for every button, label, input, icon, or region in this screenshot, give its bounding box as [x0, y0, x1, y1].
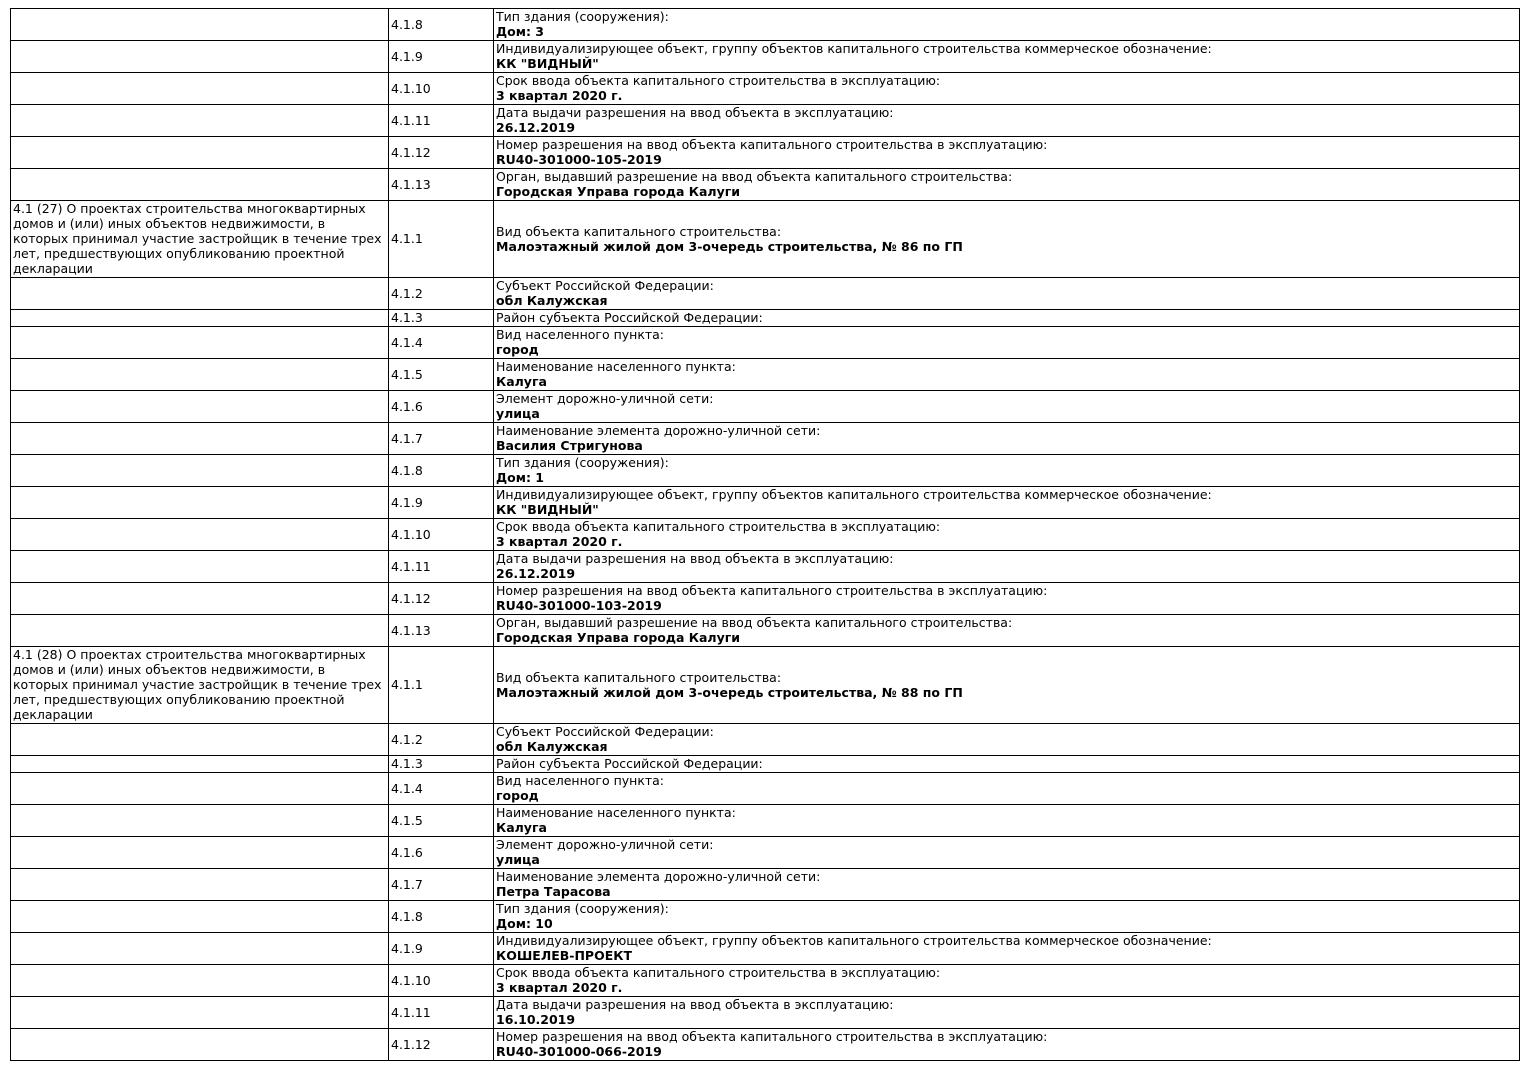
- section-empty-cell: [11, 869, 389, 901]
- field-cell: [494, 724, 1520, 756]
- section-empty-cell: [11, 327, 389, 359]
- field-cell: [494, 73, 1520, 105]
- section-title: 4.1 (27) О проектах строительства многоквартирных домов и (или) иных объектов недвижимости, в которых принимал участие застройщик в течение трех лет, предшествующих опубликованию проектной декларации: [13, 201, 382, 276]
- table-row: [11, 997, 1520, 1029]
- declaration-table: [10, 8, 1520, 1061]
- item-code-cell: 4.1.1: [389, 647, 494, 724]
- table-row: [11, 805, 1520, 837]
- item-code-cell: 4.1.9: [389, 41, 494, 73]
- section-empty-cell: [11, 455, 389, 487]
- table-row: [11, 105, 1520, 137]
- field-label: Дата выдачи разрешения на ввод объекта в эксплуатацию:: [496, 997, 894, 1012]
- section-empty-cell: [11, 278, 389, 310]
- field-cell: [494, 201, 1520, 278]
- field-value: Дом: 10: [496, 916, 553, 931]
- field-label: Элемент дорожно-уличной сети:: [496, 391, 714, 406]
- section-empty-cell: [11, 73, 389, 105]
- section-empty-cell: [11, 41, 389, 73]
- field-cell: [494, 647, 1520, 724]
- field-cell: [494, 773, 1520, 805]
- section-row: [11, 647, 1520, 724]
- section-empty-cell: [11, 391, 389, 423]
- item-code-cell: 4.1.11: [389, 551, 494, 583]
- field-label: Номер разрешения на ввод объекта капитального строительства в эксплуатацию:: [496, 1029, 1048, 1044]
- section-empty-cell: [11, 756, 389, 773]
- field-cell: [494, 551, 1520, 583]
- field-cell: [494, 9, 1520, 41]
- field-cell: [494, 519, 1520, 551]
- section-empty-cell: [11, 9, 389, 41]
- table-row: [11, 359, 1520, 391]
- field-label: Индивидуализирующее объект, группу объектов капитального строительства коммерческое обозначение:: [496, 933, 1212, 948]
- item-code-cell: 4.1.10: [389, 73, 494, 105]
- table-row: [11, 773, 1520, 805]
- item-code-cell: 4.1.13: [389, 615, 494, 647]
- field-value: Городская Управа города Калуги: [496, 184, 741, 199]
- section-title-cell: [11, 647, 389, 724]
- field-value: RU40-301000-105-2019: [496, 152, 662, 167]
- item-code-cell: 4.1.3: [389, 756, 494, 773]
- field-label: Вид объекта капитального строительства:: [496, 669, 782, 685]
- field-cell: [494, 837, 1520, 869]
- field-value: Калуга: [496, 374, 547, 389]
- table-row: [11, 519, 1520, 551]
- section-empty-cell: [11, 805, 389, 837]
- field-label: Тип здания (сооружения):: [496, 9, 669, 24]
- table-row: [11, 869, 1520, 901]
- section-empty-cell: [11, 724, 389, 756]
- item-code-cell: 4.1.7: [389, 869, 494, 901]
- field-cell: [494, 756, 1520, 773]
- field-label: Наименование элемента дорожно-уличной сети:: [496, 423, 821, 438]
- field-label: Наименование населенного пункта:: [496, 805, 736, 820]
- table-row: [11, 551, 1520, 583]
- field-cell: [494, 423, 1520, 455]
- section-empty-cell: [11, 137, 389, 169]
- field-label: Дата выдачи разрешения на ввод объекта в эксплуатацию:: [496, 551, 894, 566]
- field-cell: [494, 278, 1520, 310]
- field-label: Дата выдачи разрешения на ввод объекта в эксплуатацию:: [496, 105, 894, 120]
- field-value: 3 квартал 2020 г.: [496, 534, 623, 549]
- item-code-cell: 4.1.8: [389, 901, 494, 933]
- table-row: [11, 965, 1520, 997]
- item-code-cell: 4.1.9: [389, 933, 494, 965]
- field-label: Тип здания (сооружения):: [496, 455, 669, 470]
- item-code-cell: 4.1.1: [389, 201, 494, 278]
- item-code-cell: 4.1.8: [389, 455, 494, 487]
- field-value: Петра Тарасова: [496, 884, 611, 899]
- table-row: [11, 9, 1520, 41]
- item-code-cell: 4.1.2: [389, 278, 494, 310]
- section-empty-cell: [11, 310, 389, 327]
- field-value: улица: [496, 852, 540, 867]
- field-value: Дом: 3: [496, 24, 544, 39]
- item-code-cell: 4.1.5: [389, 805, 494, 837]
- item-code-cell: 4.1.13: [389, 169, 494, 201]
- field-label: Номер разрешения на ввод объекта капитального строительства в эксплуатацию:: [496, 583, 1048, 598]
- field-value: Малоэтажный жилой дом 3-очередь строительства, № 88 по ГП: [496, 684, 963, 700]
- item-code-cell: 4.1.3: [389, 310, 494, 327]
- field-cell: [494, 583, 1520, 615]
- table-row: [11, 615, 1520, 647]
- field-cell: [494, 615, 1520, 647]
- field-cell: [494, 965, 1520, 997]
- section-empty-cell: [11, 551, 389, 583]
- field-cell: [494, 869, 1520, 901]
- field-cell: [494, 310, 1520, 327]
- field-value: город: [496, 342, 539, 357]
- field-cell: [494, 933, 1520, 965]
- table-row: [11, 423, 1520, 455]
- section-empty-cell: [11, 169, 389, 201]
- section-empty-cell: [11, 965, 389, 997]
- field-label: Район субъекта Российской Федерации:: [496, 756, 763, 771]
- item-code-cell: 4.1.2: [389, 724, 494, 756]
- field-value: КОШЕЛЕВ-ПРОЕКТ: [496, 948, 632, 963]
- item-code-cell: 4.1.7: [389, 423, 494, 455]
- table-row: [11, 455, 1520, 487]
- field-value: 3 квартал 2020 г.: [496, 88, 623, 103]
- item-code-cell: 4.1.11: [389, 997, 494, 1029]
- field-label: Вид объекта капитального строительства:: [496, 223, 782, 239]
- field-cell: [494, 455, 1520, 487]
- item-code-cell: 4.1.10: [389, 519, 494, 551]
- field-value: Василия Стригунова: [496, 438, 643, 453]
- field-cell: [494, 1029, 1520, 1061]
- field-label: Наименование населенного пункта:: [496, 359, 736, 374]
- field-label: Орган, выдавший разрешение на ввод объекта капитального строительства:: [496, 169, 1013, 184]
- table-row: [11, 837, 1520, 869]
- item-code-cell: 4.1.8: [389, 9, 494, 41]
- field-value: 16.10.2019: [496, 1012, 576, 1027]
- section-empty-cell: [11, 901, 389, 933]
- item-code-cell: 4.1.5: [389, 359, 494, 391]
- item-code-cell: 4.1.4: [389, 327, 494, 359]
- field-value: 26.12.2019: [496, 120, 576, 135]
- field-value: 26.12.2019: [496, 566, 576, 581]
- field-label: Орган, выдавший разрешение на ввод объекта капитального строительства:: [496, 615, 1013, 630]
- item-code-cell: 4.1.12: [389, 137, 494, 169]
- field-label: Срок ввода объекта капитального строительства в эксплуатацию:: [496, 73, 941, 88]
- item-code-cell: 4.1.6: [389, 391, 494, 423]
- table-row: [11, 278, 1520, 310]
- field-value: улица: [496, 406, 540, 421]
- field-value: КК "ВИДНЫЙ": [496, 56, 599, 71]
- field-label: Вид населенного пункта:: [496, 327, 665, 342]
- table-row: [11, 327, 1520, 359]
- item-code-cell: 4.1.4: [389, 773, 494, 805]
- table-row: [11, 1029, 1520, 1061]
- field-cell: [494, 41, 1520, 73]
- section-empty-cell: [11, 1029, 389, 1061]
- table-row: [11, 73, 1520, 105]
- section-title: 4.1 (28) О проектах строительства многоквартирных домов и (или) иных объектов недвижимости, в которых принимал участие застройщик в течение трех лет, предшествующих опубликованию проектной декларации: [13, 647, 382, 722]
- field-label: Срок ввода объекта капитального строительства в эксплуатацию:: [496, 519, 941, 534]
- field-value: RU40-301000-066-2019: [496, 1044, 662, 1059]
- item-code-cell: 4.1.9: [389, 487, 494, 519]
- field-cell: [494, 391, 1520, 423]
- section-empty-cell: [11, 359, 389, 391]
- field-label: Номер разрешения на ввод объекта капитального строительства в эксплуатацию:: [496, 137, 1048, 152]
- field-value: 3 квартал 2020 г.: [496, 980, 623, 995]
- table-row: [11, 137, 1520, 169]
- field-value: RU40-301000-103-2019: [496, 598, 662, 613]
- field-value: Калуга: [496, 820, 547, 835]
- field-value: Малоэтажный жилой дом 3-очередь строительства, № 86 по ГП: [496, 238, 963, 254]
- section-empty-cell: [11, 423, 389, 455]
- field-label: Субъект Российской Федерации:: [496, 278, 714, 293]
- table-row: [11, 901, 1520, 933]
- section-row: [11, 201, 1520, 278]
- field-cell: [494, 359, 1520, 391]
- table-row: [11, 487, 1520, 519]
- section-empty-cell: [11, 519, 389, 551]
- table-row: [11, 41, 1520, 73]
- section-empty-cell: [11, 105, 389, 137]
- table-row: [11, 724, 1520, 756]
- field-cell: [494, 997, 1520, 1029]
- field-label: Индивидуализирующее объект, группу объектов капитального строительства коммерческое обозначение:: [496, 487, 1212, 502]
- field-value: КК "ВИДНЫЙ": [496, 502, 599, 517]
- table-row: [11, 391, 1520, 423]
- field-label: Элемент дорожно-уличной сети:: [496, 837, 714, 852]
- field-cell: [494, 487, 1520, 519]
- field-label: Вид населенного пункта:: [496, 773, 665, 788]
- table-row: [11, 933, 1520, 965]
- field-value: обл Калужская: [496, 739, 608, 754]
- field-label: Срок ввода объекта капитального строительства в эксплуатацию:: [496, 965, 941, 980]
- table-row: [11, 756, 1520, 773]
- field-cell: [494, 327, 1520, 359]
- field-cell: [494, 901, 1520, 933]
- field-label: Субъект Российской Федерации:: [496, 724, 714, 739]
- field-value: обл Калужская: [496, 293, 608, 308]
- field-value: город: [496, 788, 539, 803]
- section-empty-cell: [11, 583, 389, 615]
- item-code-cell: 4.1.10: [389, 965, 494, 997]
- section-empty-cell: [11, 837, 389, 869]
- section-empty-cell: [11, 933, 389, 965]
- field-value: Дом: 1: [496, 470, 544, 485]
- field-label: Тип здания (сооружения):: [496, 901, 669, 916]
- field-cell: [494, 105, 1520, 137]
- field-value: Городская Управа города Калуги: [496, 630, 741, 645]
- field-cell: [494, 169, 1520, 201]
- declaration-table-body: [11, 9, 1520, 1061]
- item-code-cell: 4.1.11: [389, 105, 494, 137]
- table-row: [11, 583, 1520, 615]
- section-title-cell: [11, 201, 389, 278]
- table-row: [11, 310, 1520, 327]
- section-empty-cell: [11, 615, 389, 647]
- field-label: Индивидуализирующее объект, группу объектов капитального строительства коммерческое обозначение:: [496, 41, 1212, 56]
- field-label: Район субъекта Российской Федерации:: [496, 310, 763, 325]
- section-empty-cell: [11, 773, 389, 805]
- item-code-cell: 4.1.12: [389, 1029, 494, 1061]
- field-cell: [494, 805, 1520, 837]
- item-code-cell: 4.1.12: [389, 583, 494, 615]
- item-code-cell: 4.1.6: [389, 837, 494, 869]
- table-row: [11, 169, 1520, 201]
- field-cell: [494, 137, 1520, 169]
- section-empty-cell: [11, 997, 389, 1029]
- field-label: Наименование элемента дорожно-уличной сети:: [496, 869, 821, 884]
- section-empty-cell: [11, 487, 389, 519]
